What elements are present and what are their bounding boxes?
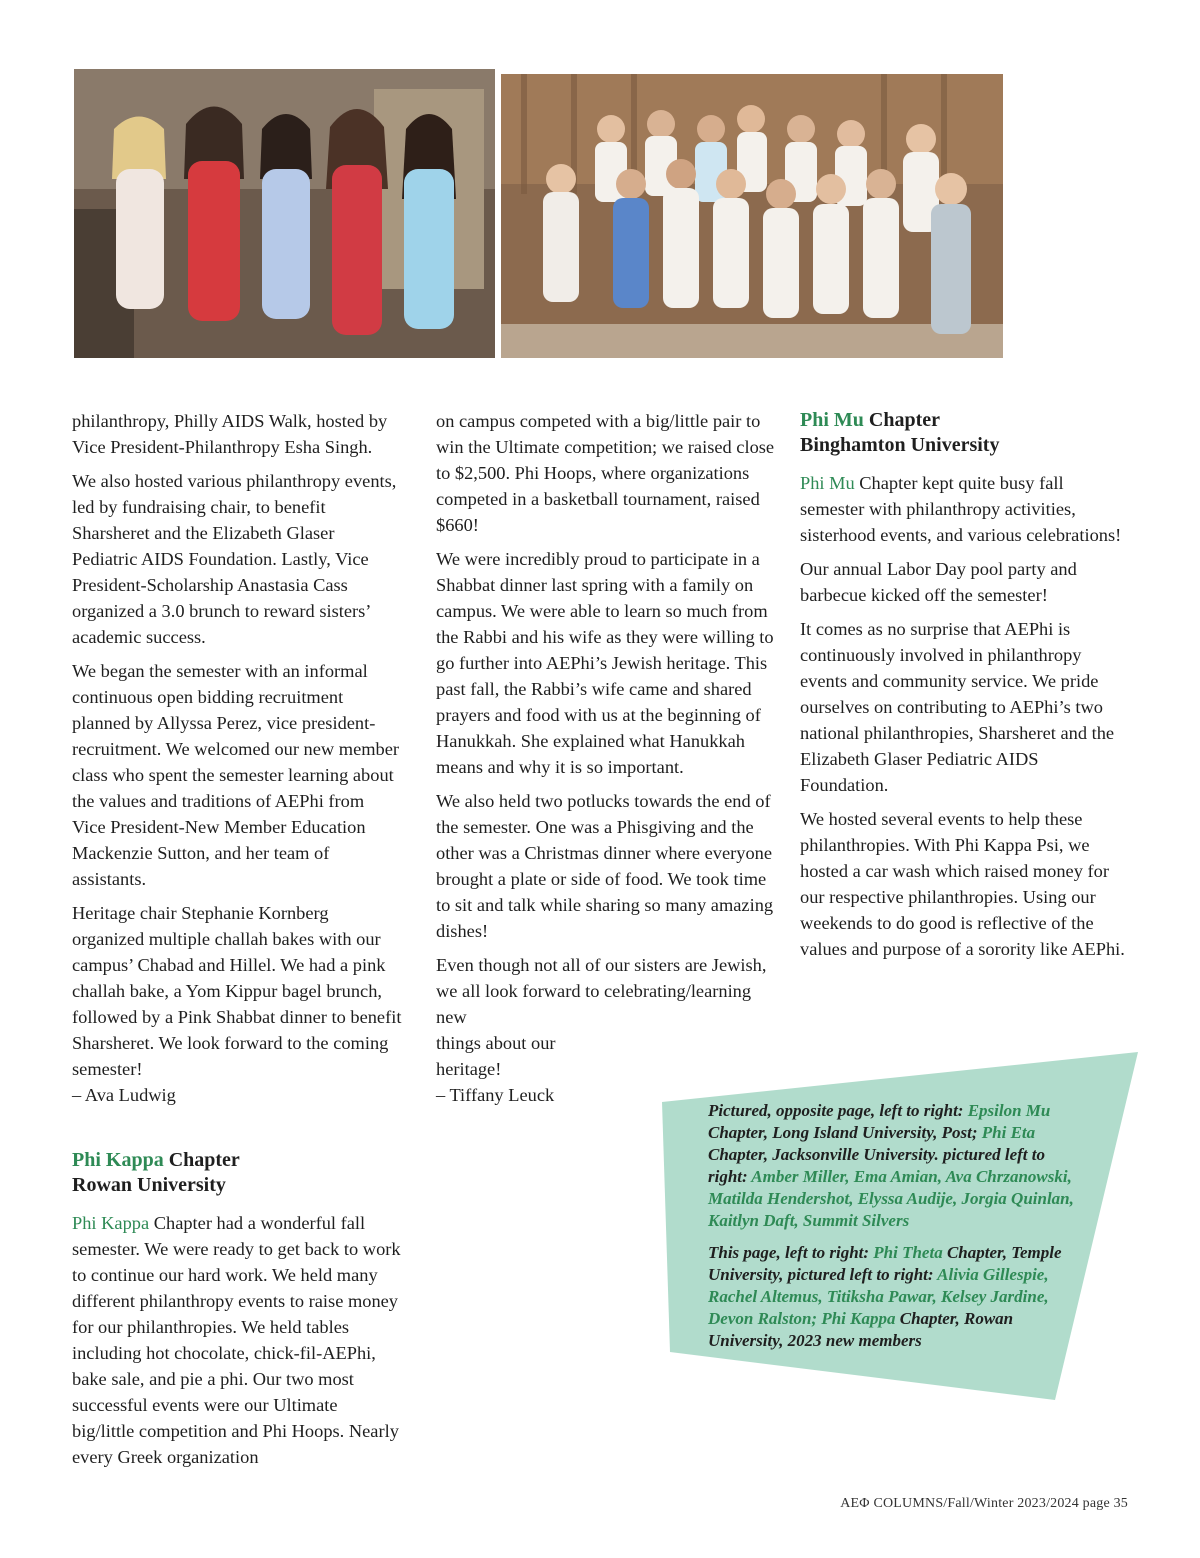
chapter-name-inline: Phi Mu <box>800 473 855 493</box>
chapter-word: Chapter <box>863 409 941 431</box>
paragraph-text: Chapter kept quite busy fall semester with philanthropy activities, sisterhood events, and various celebrations! <box>800 473 1122 545</box>
caption-names: Alivia Gillespie, Rachel Altemus, Titiksha Pawar, Kelsey Jardine, Devon Ralston; <box>708 1265 1049 1328</box>
paragraph-text: Chapter had a wonderful fall semester. We were ready to get back to work to continue our hard work. We held many different philanthropy events to raise money for our philanthropies. We held tables including hot chocolate, chick-fil-AEPhi, bake sale, and pie a phi. Our two most successful events were our Ultimate big/little competition and Phi Hoops. Nearly every Greek organization <box>72 1213 401 1467</box>
body-paragraph: We hosted several events to help these philanthropies. With Phi Kappa Psi, we hosted a car wash which raised money for our respective philanthropies. Using our weekends to do good is reflective of the values and purpose of a sorority like AEPhi. <box>800 809 1125 959</box>
caption-paragraph-2 <box>708 1242 1078 1352</box>
caption-lead: Pictured, opposite page, left to right: <box>708 1101 968 1120</box>
caption-text: Chapter, Long Island University, Post; <box>708 1123 982 1142</box>
body-paragraph: We were incredibly proud to participate in a Shabbat dinner last spring with a family on campus. We were able to learn so much from the Rabbi and his wife as they were willing to go further into AEPhi’s Jewish heritage. This past fall, the Rabbi’s wife came and shared prayers and food with us at the beginning of Hanukkah. She explained what Hanukkah means and why it is so important. <box>436 549 774 777</box>
caption-text: Chapter, Rowan University, 2023 new members <box>708 1309 1014 1350</box>
body-paragraph: on campus competed with a big/little pair to win the Ultimate competition; we raised close to $2,500. Phi Hoops, where organizations competed in a basketball tournament, raised $660! <box>436 411 775 535</box>
body-paragraph: We also hosted various philanthropy events, led by fundraising chair, to benefit Sharsheret and the Elizabeth Glaser Pediatric AIDS Foundation. Lastly, Vice President-Scholarship Anastasia Cass organized a 3.0 brunch to reward sisters’ academic success. <box>72 471 397 647</box>
caption-text: Chapter, Jacksonville University. pictured left to right: <box>708 1145 1045 1186</box>
body-paragraph <box>800 470 1130 548</box>
body-paragraph: Even though not all of our sisters are Jewish, we all look forward to celebrating/learning new things about our heritage! – Tiffany Leuck <box>436 955 767 1105</box>
caption-chapter: Phi Eta <box>981 1123 1036 1142</box>
article-column-1 <box>72 408 402 1478</box>
body-paragraph: It comes as no surprise that AEPhi is continuously involved in philanthropy events and community service. We pride ourselves on contributing to AEPhi’s two national philanthropies, Sharsheret and the Elizabeth Glaser Pediatric AIDS Foundation. <box>800 619 1115 795</box>
body-paragraph <box>72 1210 402 1470</box>
caption-names: Amber Miller, Ema Amian, Ava Chrzanowski, Matilda Hendershot, Elyssa Audije, Jorgia Quinlan, Kaitlyn Daft, Summit Silvers <box>708 1167 1074 1230</box>
new-members-group-photo <box>501 74 1003 358</box>
five-sisters-party-photo <box>74 69 495 358</box>
body-paragraph: We also held two potlucks towards the end of the semester. One was a Phisgiving and the other was a Christmas dinner where everyone brought a plate or side of food. We took time to sit and talk while sharing so many amazing dishes! <box>436 791 774 941</box>
caption-text: Chapter, Temple University, pictured left to right: <box>708 1243 1062 1284</box>
body-paragraph: We began the semester with an informal continuous open bidding recruitment planned by Allyssa Perez, vice president-recruitment. We welcomed our new member class who spent the semester learning about the values and traditions of AEPhi from Vice President-New Member Education Mackenzie Sutton, and her team of assistants. <box>72 661 400 889</box>
chapter-name: Phi Kappa <box>72 1149 164 1171</box>
caption-chapter: Phi Kappa <box>821 1309 896 1328</box>
caption-paragraph-1 <box>708 1100 1078 1232</box>
caption-lead: This page, left to right: <box>708 1243 874 1262</box>
body-paragraph: philanthropy, Philly AIDS Walk, hosted by Vice President-Philanthropy Esha Singh. <box>72 411 388 457</box>
phi-mu-heading <box>800 408 1130 458</box>
chapter-name-inline: Phi Kappa <box>72 1213 150 1233</box>
photo-caption <box>708 1100 1078 1362</box>
article-column-3 <box>800 408 1130 970</box>
body-paragraph: Heritage chair Stephanie Kornberg organized multiple challah bakes with our campus’ Chabad and Hillel. We had a pink challah bake, a Yom Kippur bagel brunch, followed by a Pink Shabbat dinner to benefit Sharsheret. We look forward to the coming semester! – Ava Ludwig <box>72 903 402 1105</box>
university-name: Rowan University <box>72 1174 226 1196</box>
article-column-2 <box>436 408 776 1116</box>
caption-chapter: Epsilon Mu <box>967 1101 1051 1120</box>
page-footer: AEΦ COLUMNS/Fall/Winter 2023/2024 page 35 <box>840 1496 1128 1511</box>
phi-kappa-heading <box>72 1148 402 1198</box>
university-name: Binghamton University <box>800 434 1000 456</box>
caption-chapter: Phi Theta <box>873 1243 943 1262</box>
chapter-word: Chapter <box>163 1149 240 1171</box>
body-paragraph: Our annual Labor Day pool party and barbecue kicked off the semester! <box>800 559 1077 605</box>
chapter-name: Phi Mu <box>800 409 864 431</box>
